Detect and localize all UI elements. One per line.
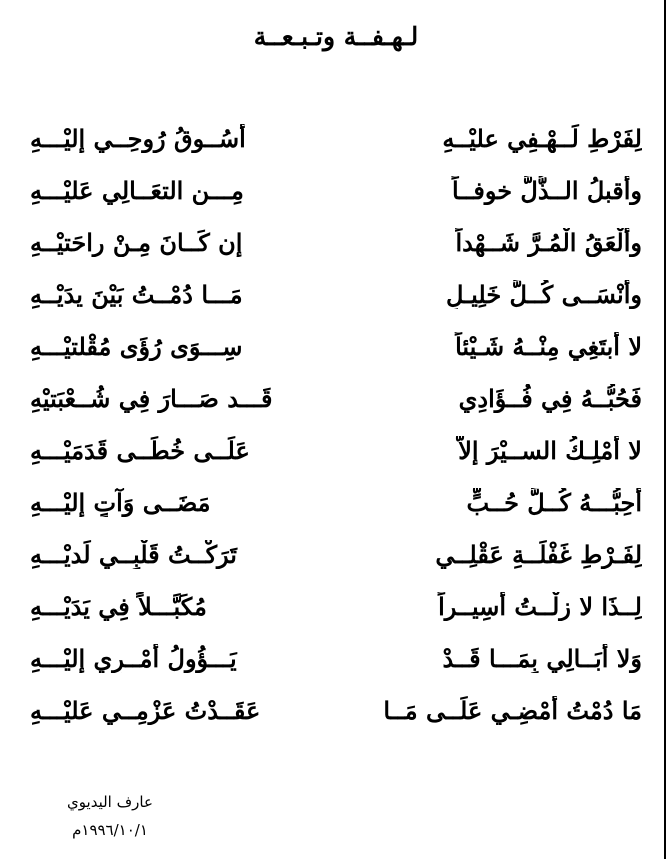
second-hemistich: مُكَبَّـــلاً فِي يَدَيْـــهِ: [30, 591, 207, 621]
first-hemistich: فَحُبُّــهُ فِي فُــؤَادِي: [458, 383, 642, 413]
first-hemistich: لا أَمْلِـكُ الســيْرَ إِلاَّ: [458, 435, 642, 465]
second-hemistich: أَسُــوقُ رُوحِــي إِليْـــهِ: [30, 123, 246, 153]
first-hemistich: وَلا أُبَــالِي بِمَـــا قَــدْ: [442, 643, 642, 673]
couplet: [30, 528, 642, 580]
poem-date: ١٩٩٦/١٠/١م: [72, 821, 148, 839]
second-hemistich: مَضَــى وَآتٍ إِليْـــهِ: [30, 487, 211, 517]
first-hemistich: وأَلْعَقُ الْمُـرَّ شَــهْداً: [455, 227, 642, 257]
couplet: [30, 684, 642, 736]
first-hemistich: لِفَرْطِ لَــهْـفِي عليْــهِ: [442, 123, 642, 153]
couplet: [30, 476, 642, 528]
first-hemistich: لا أَبتَغِي مِنْــهُ شَـيْئاً: [455, 331, 642, 361]
couplet: [30, 112, 642, 164]
page-edge-rule: [664, 0, 666, 859]
couplet: [30, 268, 642, 320]
poem-title: لـهـفــة وتـبـعــة: [253, 22, 419, 51]
couplet: [30, 320, 642, 372]
poem-body: [30, 112, 642, 736]
signature-block: [40, 788, 180, 844]
second-hemistich: تَرَكْــتُ قَلْبِــي لَديْـــهِ: [30, 539, 237, 569]
second-hemistich: مَـــا دُمْــتُ بَيْنَ يدَيْــهِ: [30, 279, 243, 309]
couplet: [30, 372, 642, 424]
second-hemistich: عَقَــدْتُ عَزْمِــي عَليْـــهِ: [30, 695, 261, 725]
couplet: [30, 216, 642, 268]
couplet: [30, 632, 642, 684]
second-hemistich: إِن كَــانَ مِـنْ راحَتيْــهِ: [30, 227, 243, 257]
first-hemistich: مَا دُمْتُ أَمْضِـي عَلَــى مَــا: [383, 695, 642, 725]
couplet: [30, 580, 642, 632]
second-hemistich: قَـــد صَـــارَ فِي شُــعْبَتيْهِ: [30, 383, 273, 413]
second-hemistich: مِـــن التعَــالِي عَليْـــهِ: [30, 175, 244, 205]
couplet: [30, 164, 642, 216]
author-name: عارف اليديوي: [67, 793, 153, 811]
first-hemistich: لِــذَا لا زِلْــتُ أَسِيــراً: [438, 591, 642, 621]
first-hemistich: وأقبلُ الــذُّلَّ خوفــاً: [451, 175, 642, 205]
second-hemistich: عَلَــى خُطَــى قَدَمَيْـــهِ: [30, 435, 250, 465]
first-hemistich: وأَنْسَــى كُــلَّ خَلِيـلٍ: [445, 279, 642, 309]
second-hemistich: سِـــوَى رُؤَى مُقْلتيْـــهِ: [30, 331, 243, 361]
second-hemistich: يَـــؤُولُ أَمْــرِي إِليْـــهِ: [30, 643, 237, 673]
couplet: [30, 424, 642, 476]
first-hemistich: لِفَـرْطِ غَفْلَــةِ عَقْلِــي: [435, 539, 642, 569]
first-hemistich: أُحِبُّـــهُ كُــلَّ حُــبٍّ: [466, 487, 642, 517]
